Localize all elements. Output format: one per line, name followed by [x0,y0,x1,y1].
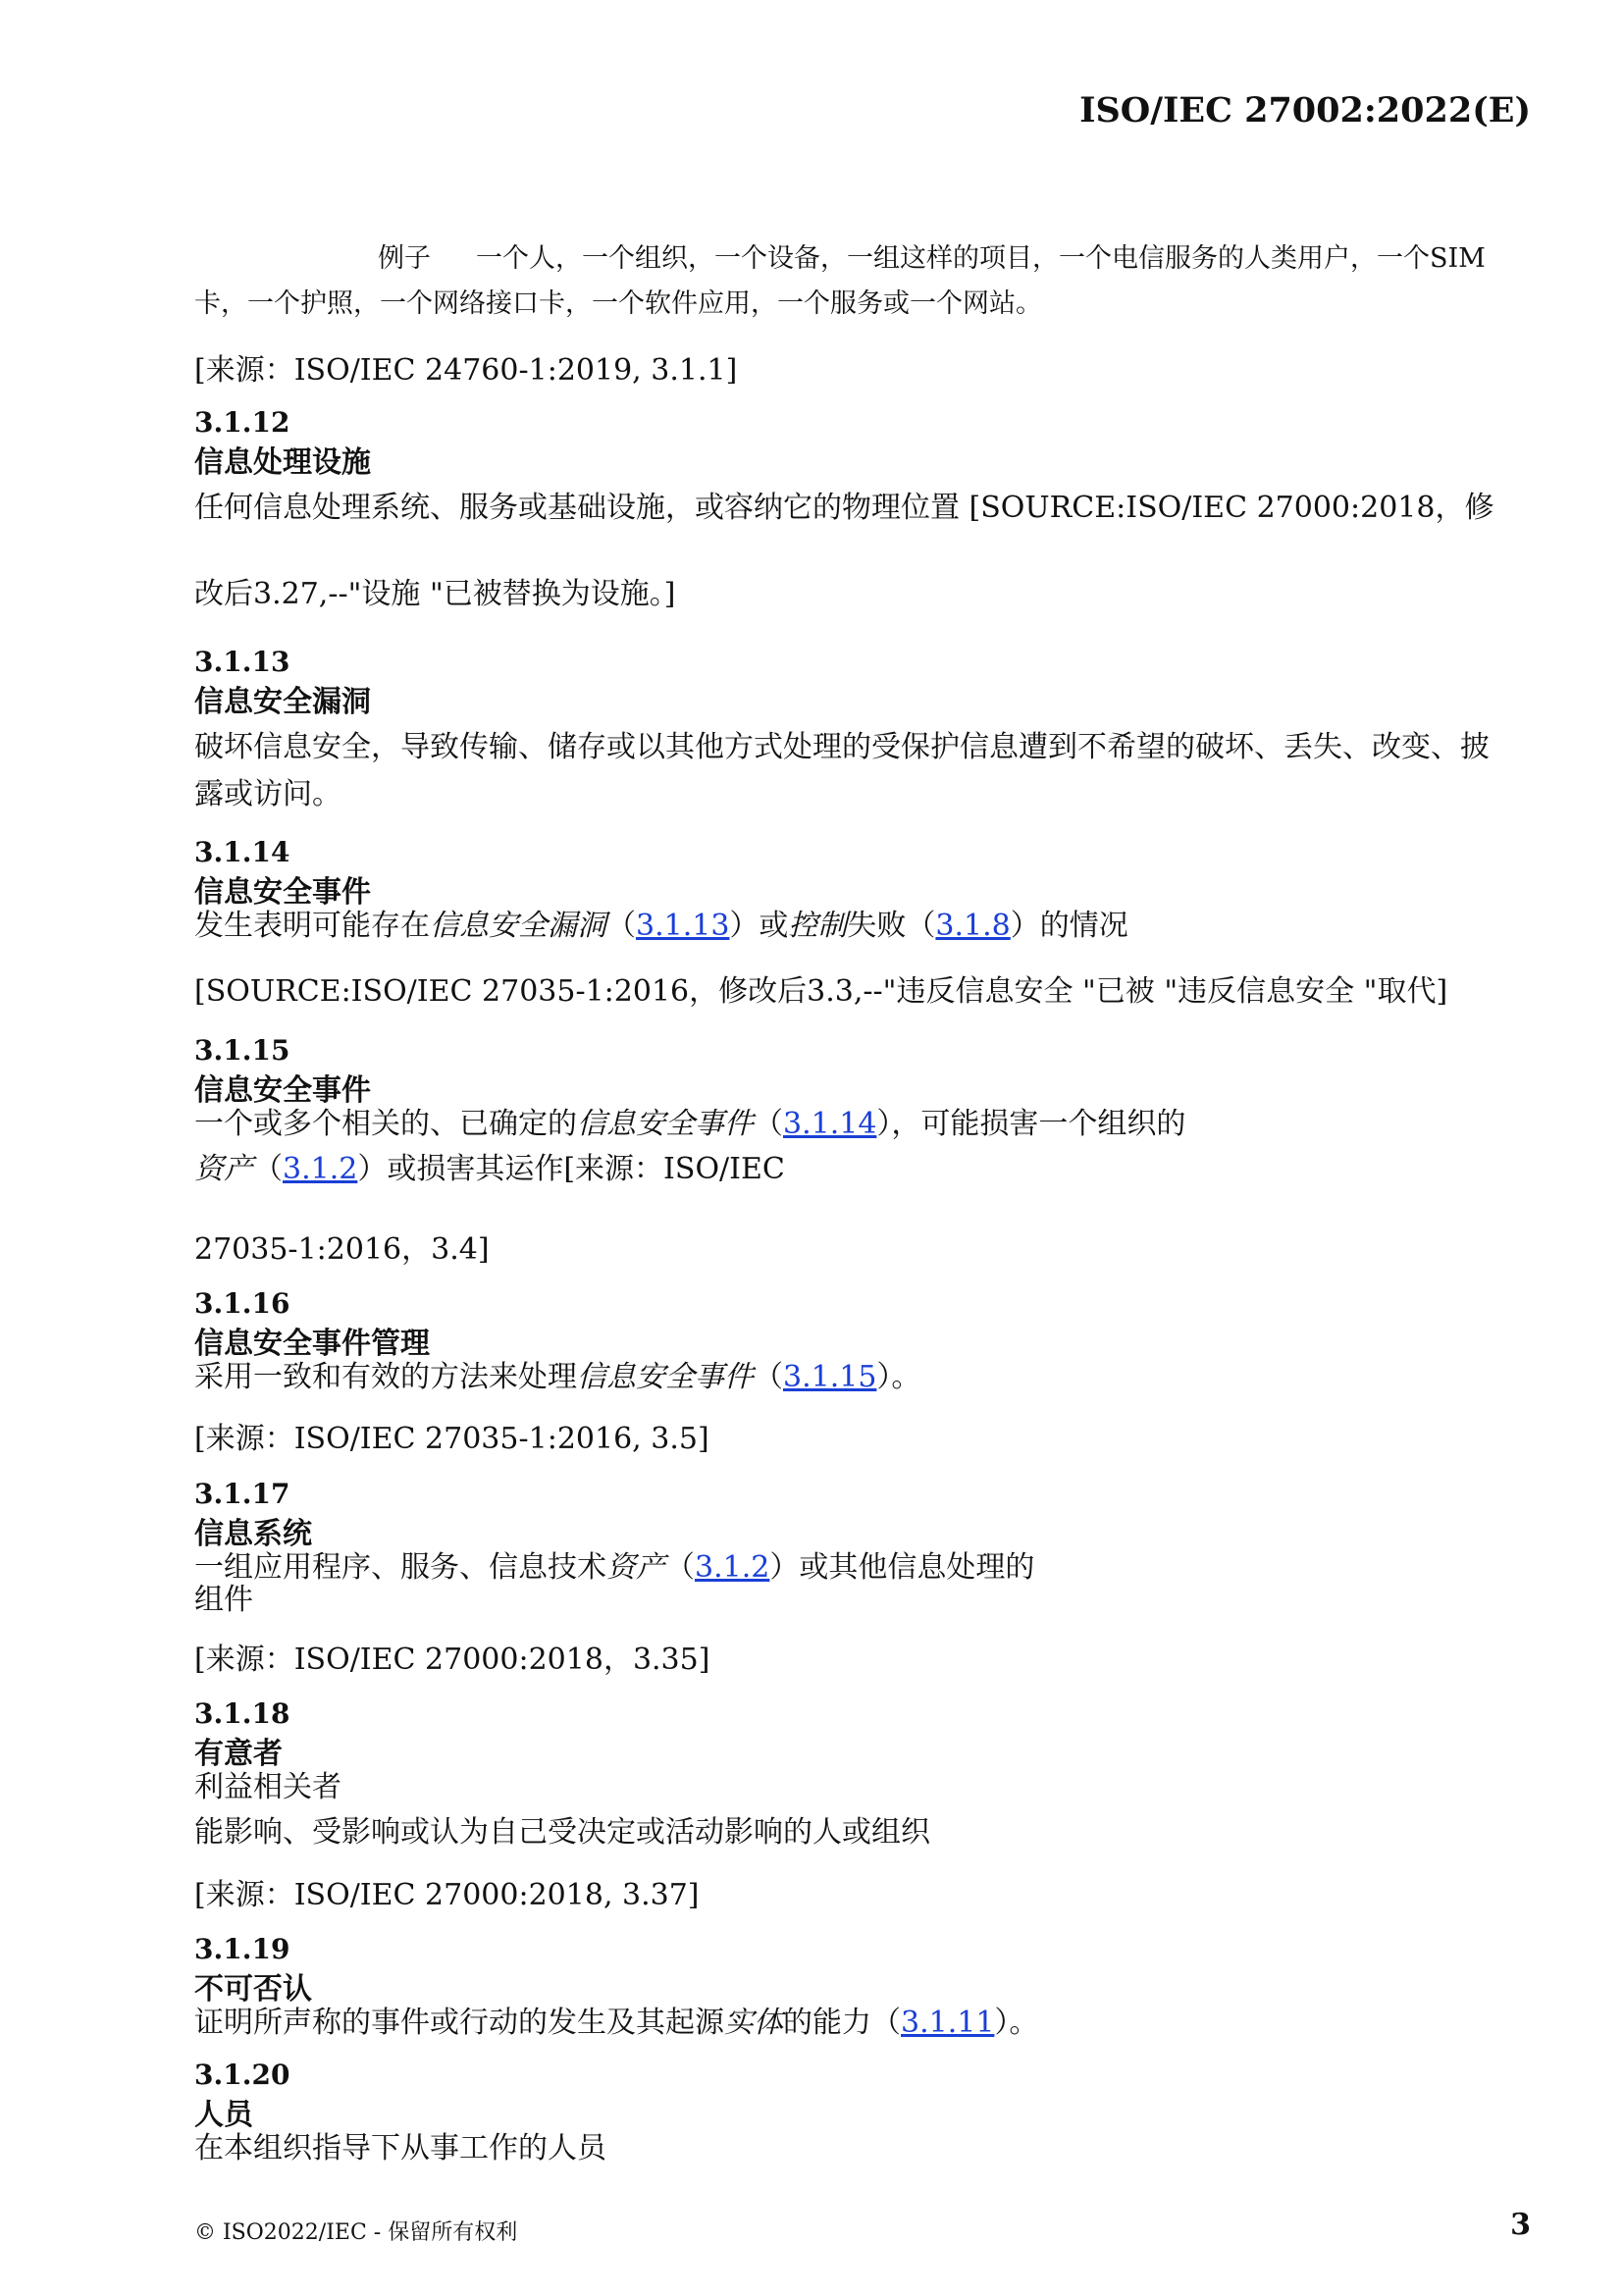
copyright-footer: © ISO2022/IEC - 保留所有权利 [194,2220,518,2245]
example-label: 例子 [378,243,431,274]
term-definition: 任何信息处理系统、服务或基础设施，或容纳它的物理位置 [SOURCE:ISO/IEC 27000:2018，修 [194,491,1494,525]
page-number: 3 [1510,2208,1531,2242]
cross-reference-link[interactable]: 3.1.8 [935,909,1011,943]
cross-reference-link[interactable]: 3.1.2 [695,1550,770,1585]
term-title: 信息安全事件 [194,1073,371,1108]
term-number: 3.1.17 [194,1478,290,1510]
term-title: 不可否认 [194,1972,312,2007]
example-text-line2: 卡，一个护照，一个网络接口卡，一个软件应用，一个服务或一个网站。 [194,288,1042,319]
term-definition: 证明所声称的事件或行动的发生及其起源实体的能力（3.1.11）。 [194,2006,1039,2040]
term-admitted-synonym: 利益相关者 [194,1770,341,1804]
term-number: 3.1.18 [194,1697,290,1730]
term-source: 27035-1:2016，3.4] [194,1232,490,1267]
term-source: [来源：ISO/IEC 27000:2018，3.35] [194,1643,710,1677]
term-title: 信息安全事件管理 [194,1327,430,1361]
term-number: 3.1.20 [194,2059,290,2091]
cross-reference-link[interactable]: 3.1.14 [783,1107,877,1141]
term-definition: 一组应用程序、服务、信息技术资产（3.1.2）或其他信息处理的 [194,1550,1035,1585]
term-number: 3.1.16 [194,1287,290,1320]
term-number: 3.1.13 [194,646,290,678]
term-definition-cont: 露或访问。 [194,777,341,811]
term-number: 3.1.14 [194,836,290,868]
term-title: 信息系统 [194,1517,312,1551]
term-definition: 采用一致和有效的方法来处理信息安全事件（3.1.15）。 [194,1360,921,1394]
cross-reference-link[interactable]: 3.1.11 [901,2006,995,2040]
document-id-header: ISO/IEC 27002:2022(E) [1079,90,1531,130]
cross-reference-link[interactable]: 3.1.13 [636,909,730,943]
term-source: [来源：ISO/IEC 27000:2018, 3.37] [194,1878,700,1912]
term-number: 3.1.15 [194,1034,290,1067]
term-number: 3.1.19 [194,1933,290,1965]
term-title: 人员 [194,2098,253,2132]
term-number: 3.1.12 [194,406,290,439]
example-source: [来源：ISO/IEC 24760-1:2019, 3.1.1] [194,353,738,388]
term-definition: 一个或多个相关的、已确定的信息安全事件（3.1.14），可能损害一个组织的 [194,1107,1186,1141]
term-title: 信息安全事件 [194,875,371,910]
cross-reference-link[interactable]: 3.1.15 [783,1360,877,1394]
term-definition-cont: 组件 [194,1583,253,1617]
term-source: [SOURCE:ISO/IEC 27035-1:2016，修改后3.3,--"违反信息安全 "已被 "违反信息安全 "取代] [194,974,1448,1009]
example-text-line1: 一个人，一个组织，一个设备，一组这样的项目，一个电信服务的人类用户，一个SIM [476,243,1486,274]
term-source: [来源：ISO/IEC 27035-1:2016, 3.5] [194,1422,709,1456]
cross-reference-link[interactable]: 3.1.2 [283,1152,358,1186]
term-title: 信息处理设施 [194,445,371,480]
term-definition-cont: 资产（3.1.2）或损害其运作[来源：ISO/IEC [194,1152,785,1186]
term-definition: 能影响、受影响或认为自己受决定或活动影响的人或组织 [194,1815,930,1850]
term-definition: 在本组织指导下从事工作的人员 [194,2131,606,2165]
term-definition: 破坏信息安全，导致传输、储存或以其他方式处理的受保护信息遭到不希望的破坏、丢失、改变、披 [194,730,1490,764]
term-definition: 发生表明可能存在信息安全漏洞（3.1.13）或控制失败（3.1.8）的情况 [194,909,1128,943]
term-title: 信息安全漏洞 [194,685,371,719]
term-title: 有意者 [194,1737,283,1771]
term-definition-cont: 改后3.27,--"设施 "已被替换为设施。] [194,577,676,611]
